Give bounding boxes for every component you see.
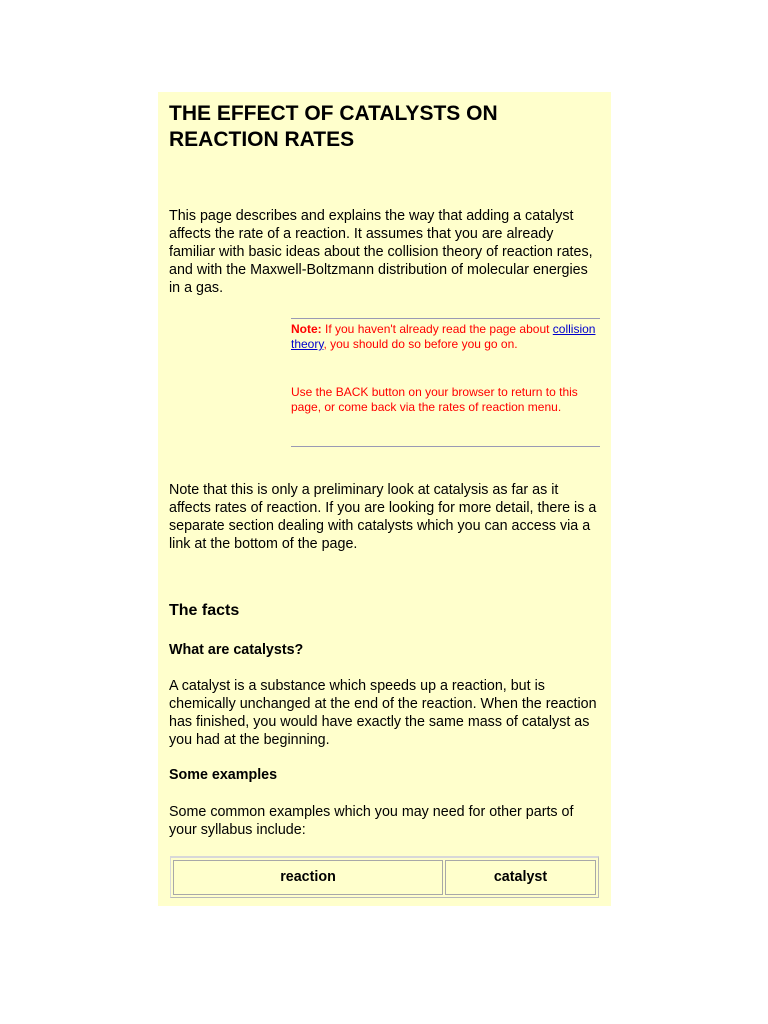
collision-theory-link[interactable]: collision theory [291, 322, 596, 351]
note-text-before-link: If you haven't already read the page about [321, 322, 553, 336]
note-paragraph [291, 322, 596, 352]
note-top-divider [291, 318, 600, 319]
table-header-reaction: reaction [173, 860, 443, 895]
examples-paragraph: Some common examples which you may need for other parts of your syllabus include: [169, 804, 574, 838]
some-examples-heading: Some examples [169, 767, 278, 783]
catalyst-definition-paragraph: A catalyst is a substance which speeds up a reaction, but is chemically unchanged at the end of the reaction. When the reaction has finished, you would have exactly the same mass of catalyst as you had at the beginning. [169, 678, 597, 748]
examples-table [170, 856, 599, 898]
table-header-catalyst: catalyst [445, 860, 596, 895]
note-back-text: Use the BACK button on your browser to return to this page, or come back via the rates of reaction menu. [291, 385, 578, 414]
what-are-catalysts-heading: What are catalysts? [169, 642, 304, 658]
note-label: Note: [291, 322, 322, 336]
preliminary-paragraph: Note that this is only a preliminary look at catalysis as far as it affects rates of reaction. If you are looking for more detail, there is a separate section dealing with catalysts which you can access via a link at the bottom of the page. [169, 482, 597, 552]
intro-paragraph: This page describes and explains the way that adding a catalyst affects the rate of a reaction. It assumes that you are already familiar with basic ideas about the collision theory of reaction rates, and with the Maxwell-Boltzmann distribution of molecular energies in a gas. [169, 208, 593, 296]
note-text-after-link: , you should do so before you go on. [323, 337, 518, 351]
facts-heading: The facts [169, 602, 240, 619]
note-bottom-divider [291, 446, 600, 447]
document-page [158, 92, 611, 906]
page-title: THE EFFECT OF CATALYSTS ON REACTION RATES [169, 102, 498, 151]
